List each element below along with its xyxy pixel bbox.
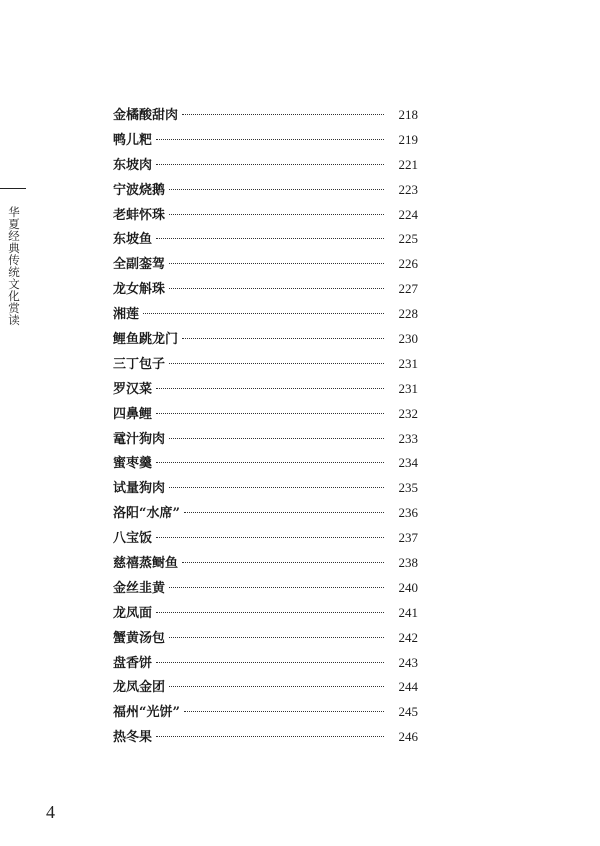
dot-leader — [182, 114, 384, 115]
toc-entry — [113, 153, 418, 178]
dot-leader — [169, 487, 384, 488]
toc-entry-title: 三丁包子 — [113, 356, 166, 372]
toc-entry-title: 东坡鱼 — [113, 232, 153, 248]
toc-entry-page: 241 — [398, 604, 418, 620]
toc-entry-title: 罗汉菜 — [113, 381, 153, 397]
toc-entry-page: 238 — [398, 555, 418, 571]
toc-entry — [113, 402, 418, 427]
toc-entry-page: 233 — [398, 430, 418, 446]
toc-entry-page: 226 — [398, 256, 418, 272]
toc-entry-page: 240 — [398, 579, 418, 595]
toc-entry-title: 洛阳“水席” — [113, 506, 180, 522]
dot-leader — [169, 587, 384, 588]
toc-entry — [113, 651, 418, 676]
table-of-contents — [113, 103, 418, 750]
toc-entry — [113, 302, 418, 327]
toc-entry — [113, 476, 418, 501]
toc-entry-page: 221 — [398, 156, 418, 172]
toc-entry-page: 246 — [398, 729, 418, 745]
toc-entry — [113, 551, 418, 576]
toc-entry-page: 234 — [398, 455, 418, 471]
running-title: 华夏经典传统文化赏读 — [7, 206, 21, 326]
toc-entry-page: 230 — [398, 331, 418, 347]
toc-entry-title: 湘莲 — [113, 307, 140, 323]
toc-entry-title: 蟹黄汤包 — [113, 630, 166, 646]
dot-leader — [156, 537, 384, 538]
toc-entry-title: 鼋汁狗肉 — [113, 431, 166, 447]
toc-entry — [113, 377, 418, 402]
dot-leader — [169, 288, 384, 289]
dot-leader — [184, 512, 384, 513]
toc-entry-page: 243 — [398, 654, 418, 670]
toc-entry-page: 235 — [398, 480, 418, 496]
dot-leader — [184, 711, 384, 712]
toc-entry-page: 237 — [398, 530, 418, 546]
toc-entry — [113, 451, 418, 476]
toc-entry-page: 231 — [398, 380, 418, 396]
dot-leader — [143, 313, 384, 314]
toc-entry — [113, 327, 418, 352]
toc-entry-title: 宁波烧鹅 — [113, 182, 166, 198]
toc-entry-page: 231 — [398, 355, 418, 371]
toc-entry-title: 慈禧蒸鲥鱼 — [113, 556, 179, 572]
toc-entry — [113, 626, 418, 651]
toc-entry — [113, 675, 418, 700]
toc-entry-title: 鲤鱼跳龙门 — [113, 332, 179, 348]
side-rule — [0, 188, 26, 189]
toc-entry-page: 242 — [398, 629, 418, 645]
toc-entry-title: 龙凤面 — [113, 605, 153, 621]
dot-leader — [169, 214, 384, 215]
toc-entry — [113, 128, 418, 153]
toc-entry-page: 218 — [398, 107, 418, 122]
toc-entry-page: 224 — [398, 206, 418, 222]
toc-entry-title: 龙女斛珠 — [113, 282, 166, 298]
toc-entry-title: 老蚌怀珠 — [113, 207, 166, 223]
toc-entry — [113, 277, 418, 302]
dot-leader — [169, 189, 384, 190]
toc-entry-title: 八宝饭 — [113, 531, 153, 547]
toc-entry — [113, 601, 418, 626]
toc-entry-page: 244 — [398, 679, 418, 695]
dot-leader — [169, 363, 384, 364]
dot-leader — [182, 338, 384, 339]
dot-leader — [156, 238, 384, 239]
toc-entry-title: 金橘酸甜肉 — [113, 108, 179, 123]
toc-entry — [113, 227, 418, 252]
toc-entry-page: 227 — [398, 281, 418, 297]
dot-leader — [169, 263, 384, 264]
dot-leader — [156, 413, 384, 414]
dot-leader — [169, 686, 384, 687]
toc-entry-title: 盘香饼 — [113, 655, 153, 671]
toc-entry-title: 全副銮驾 — [113, 257, 166, 273]
dot-leader — [156, 662, 384, 663]
dot-leader — [156, 462, 384, 463]
toc-entry — [113, 725, 418, 750]
toc-entry-title: 蜜枣羹 — [113, 456, 153, 472]
toc-entry — [113, 501, 418, 526]
dot-leader — [182, 562, 384, 563]
dot-leader — [156, 164, 384, 165]
toc-entry-title: 四鼻鲤 — [113, 406, 153, 422]
toc-entry — [113, 526, 418, 551]
toc-entry-title: 东坡肉 — [113, 157, 153, 173]
toc-entry-title: 鸭儿粑 — [113, 132, 153, 148]
toc-entry — [113, 252, 418, 277]
toc-entry — [113, 103, 418, 128]
page-number: 4 — [46, 802, 55, 822]
dot-leader — [169, 637, 384, 638]
toc-entry — [113, 178, 418, 203]
toc-entry-title: 试量狗肉 — [113, 481, 166, 497]
dot-leader — [156, 139, 384, 140]
toc-entry-title: 热冬果 — [113, 730, 153, 746]
toc-entry-title: 龙凤金团 — [113, 680, 166, 696]
toc-entry-page: 225 — [398, 231, 418, 247]
toc-entry-page: 232 — [398, 405, 418, 421]
dot-leader — [169, 438, 384, 439]
dot-leader — [156, 612, 384, 613]
toc-entry-page: 219 — [398, 131, 418, 147]
toc-entry — [113, 203, 418, 228]
dot-leader — [156, 736, 384, 737]
toc-entry-title: 金丝韭黄 — [113, 580, 166, 596]
toc-entry — [113, 700, 418, 725]
toc-entry-page: 236 — [398, 505, 418, 521]
toc-entry — [113, 352, 418, 377]
toc-entry-page: 223 — [398, 181, 418, 197]
dot-leader — [156, 388, 384, 389]
toc-entry — [113, 427, 418, 452]
toc-entry-title: 福州“光饼” — [113, 705, 180, 721]
toc-entry — [113, 576, 418, 601]
toc-entry-page: 245 — [398, 704, 418, 720]
toc-entry-page: 228 — [398, 306, 418, 322]
